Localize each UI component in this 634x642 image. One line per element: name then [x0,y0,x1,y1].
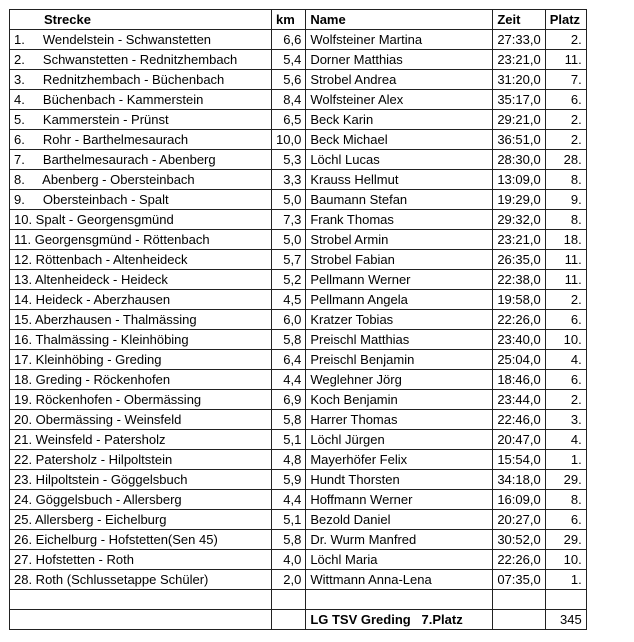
runner-name-cell: Mayerhöfer Felix [306,450,493,470]
distance-cell: 5,9 [272,470,306,490]
placement-cell: 11. [545,50,586,70]
table-row [10,350,587,370]
table-row [10,210,587,230]
table-row [10,530,587,550]
distance-cell: 6,0 [272,310,306,330]
placement-cell: 6. [545,310,586,330]
table-row [10,490,587,510]
runner-name-cell: Wittmann Anna-Lena [306,570,493,590]
stage-cell: 11. Georgensgmünd - Röttenbach [10,230,272,250]
header-km: km [272,10,306,30]
table-row [10,150,587,170]
runner-name-cell: Harrer Thomas [306,410,493,430]
stage-cell: 27. Hofstetten - Roth [10,550,272,570]
table-row [10,270,587,290]
header-row [10,10,587,30]
table-row [10,430,587,450]
table-row [10,290,587,310]
table-row [10,330,587,350]
distance-cell: 4,8 [272,450,306,470]
distance-cell: 4,4 [272,490,306,510]
runner-name-cell: Dr. Wurm Manfred [306,530,493,550]
time-cell: 18:46,0 [493,370,545,390]
distance-cell: 5,3 [272,150,306,170]
distance-cell: 5,6 [272,70,306,90]
stage-cell: 17. Kleinhöbing - Greding [10,350,272,370]
stage-cell: 2. Schwanstetten - Rednitzhembach [10,50,272,70]
stage-cell: 23. Hilpoltstein - Göggelsbuch [10,470,272,490]
blank-cell [493,590,545,610]
placement-cell: 2. [545,290,586,310]
table-row [10,90,587,110]
time-cell: 22:38,0 [493,270,545,290]
distance-cell: 6,5 [272,110,306,130]
time-cell: 29:32,0 [493,210,545,230]
distance-cell: 6,4 [272,350,306,370]
distance-cell: 7,3 [272,210,306,230]
distance-cell: 5,4 [272,50,306,70]
stage-cell: 18. Greding - Röckenhofen [10,370,272,390]
distance-cell: 6,9 [272,390,306,410]
runner-name-cell: Bezold Daniel [306,510,493,530]
table-row [10,550,587,570]
header-zeit: Zeit [493,10,545,30]
stage-cell: 8. Abenberg - Obersteinbach [10,170,272,190]
table-row [10,570,587,590]
time-cell: 27:33,0 [493,30,545,50]
runner-name-cell: Pellmann Werner [306,270,493,290]
placement-cell: 10. [545,550,586,570]
stage-cell: 13. Altenheideck - Heideck [10,270,272,290]
placement-cell: 3. [545,410,586,430]
placement-cell: 11. [545,250,586,270]
runner-name-cell: Preischl Benjamin [306,350,493,370]
placement-cell: 28. [545,150,586,170]
runner-name-cell: Strobel Andrea [306,70,493,90]
blank-cell [272,610,306,630]
table-row [10,70,587,90]
distance-cell: 6,6 [272,30,306,50]
runner-name-cell: Wolfsteiner Martina [306,30,493,50]
relay-results-table [9,9,587,630]
stage-cell: 25. Allersberg - Eichelburg [10,510,272,530]
placement-cell: 6. [545,510,586,530]
distance-cell: 5,2 [272,270,306,290]
time-cell: 15:54,0 [493,450,545,470]
table-row [10,450,587,470]
stage-cell: 4. Büchenbach - Kammerstein [10,90,272,110]
header-platz: Platz [545,10,586,30]
time-cell: 16:09,0 [493,490,545,510]
placement-cell: 9. [545,190,586,210]
distance-cell: 10,0 [272,130,306,150]
table-row [10,130,587,150]
time-cell: 23:40,0 [493,330,545,350]
blank-cell [493,610,545,630]
blank-cell [545,590,586,610]
placement-cell: 2. [545,30,586,50]
time-cell: 22:46,0 [493,410,545,430]
stage-cell: 16. Thalmässing - Kleinhöbing [10,330,272,350]
team-placement-label: LG TSV Greding 7.Platz [306,610,493,630]
runner-name-cell: Beck Michael [306,130,493,150]
stage-cell: 19. Röckenhofen - Obermässing [10,390,272,410]
time-cell: 23:44,0 [493,390,545,410]
stage-cell: 3. Rednitzhembach - Büchenbach [10,70,272,90]
time-cell: 25:04,0 [493,350,545,370]
runner-name-cell: Weglehner Jörg [306,370,493,390]
results-sheet [9,9,587,630]
distance-cell: 5,8 [272,410,306,430]
runner-name-cell: Strobel Fabian [306,250,493,270]
placement-cell: 2. [545,390,586,410]
placement-cell: 18. [545,230,586,250]
time-cell: 28:30,0 [493,150,545,170]
table-row [10,510,587,530]
placement-cell: 10. [545,330,586,350]
placement-cell: 29. [545,470,586,490]
stage-cell: 24. Göggelsbuch - Allersberg [10,490,272,510]
stage-cell: 6. Rohr - Barthelmesaurach [10,130,272,150]
placement-cell: 2. [545,130,586,150]
time-cell: 23:21,0 [493,230,545,250]
blank-cell [306,590,493,610]
runner-name-cell: Wolfsteiner Alex [306,90,493,110]
placement-cell: 29. [545,530,586,550]
time-cell: 19:29,0 [493,190,545,210]
distance-cell: 5,1 [272,510,306,530]
runner-name-cell: Preischl Matthias [306,330,493,350]
runner-name-cell: Hoffmann Werner [306,490,493,510]
runner-name-cell: Baumann Stefan [306,190,493,210]
distance-cell: 5,0 [272,190,306,210]
distance-cell: 5,8 [272,330,306,350]
time-cell: 13:09,0 [493,170,545,190]
distance-cell: 8,4 [272,90,306,110]
stage-cell: 21. Weinsfeld - Patersholz [10,430,272,450]
time-cell: 20:27,0 [493,510,545,530]
runner-name-cell: Beck Karin [306,110,493,130]
runner-name-cell: Krauss Hellmut [306,170,493,190]
blank-cell [272,590,306,610]
runner-name-cell: Strobel Armin [306,230,493,250]
placement-cell: 1. [545,570,586,590]
table-row [10,50,587,70]
time-cell: 35:17,0 [493,90,545,110]
table-row [10,310,587,330]
time-cell: 22:26,0 [493,310,545,330]
time-cell: 36:51,0 [493,130,545,150]
runner-name-cell: Kratzer Tobias [306,310,493,330]
stage-cell: 28. Roth (Schlussetappe Schüler) [10,570,272,590]
placement-cell: 8. [545,170,586,190]
time-cell: 20:47,0 [493,430,545,450]
time-cell: 30:52,0 [493,530,545,550]
placement-cell: 8. [545,210,586,230]
distance-cell: 5,0 [272,230,306,250]
stage-cell: 1. Wendelstein - Schwanstetten [10,30,272,50]
table-row [10,230,587,250]
stage-cell: 15. Aberzhausen - Thalmässing [10,310,272,330]
placement-cell: 2. [545,110,586,130]
table-row [10,370,587,390]
distance-cell: 5,7 [272,250,306,270]
distance-cell: 4,4 [272,370,306,390]
stage-cell: 20. Obermässing - Weinsfeld [10,410,272,430]
stage-cell: 26. Eichelburg - Hofstetten(Sen 45) [10,530,272,550]
stage-cell: 7. Barthelmesaurach - Abenberg [10,150,272,170]
stage-cell: 12. Röttenbach - Altenheideck [10,250,272,270]
placement-cell: 8. [545,490,586,510]
distance-cell: 2,0 [272,570,306,590]
header-name: Name [306,10,493,30]
placement-cell: 4. [545,350,586,370]
placement-cell: 7. [545,70,586,90]
time-cell: 19:58,0 [493,290,545,310]
placement-cell: 4. [545,430,586,450]
time-cell: 29:21,0 [493,110,545,130]
blank-cell [10,590,272,610]
time-cell: 22:26,0 [493,550,545,570]
header-strecke: Strecke [10,10,272,30]
runner-name-cell: Hundt Thorsten [306,470,493,490]
time-cell: 26:35,0 [493,250,545,270]
distance-cell: 4,0 [272,550,306,570]
runner-name-cell: Dorner Matthias [306,50,493,70]
placement-cell: 11. [545,270,586,290]
placement-cell: 6. [545,90,586,110]
runner-name-cell: Pellmann Angela [306,290,493,310]
table-row [10,390,587,410]
placement-cell: 1. [545,450,586,470]
stage-cell: 14. Heideck - Aberzhausen [10,290,272,310]
blank-row [10,590,587,610]
table-row [10,410,587,430]
runner-name-cell: Frank Thomas [306,210,493,230]
runner-name-cell: Koch Benjamin [306,390,493,410]
time-cell: 31:20,0 [493,70,545,90]
total-points: 345 [545,610,586,630]
stage-cell: 10. Spalt - Georgensgmünd [10,210,272,230]
distance-cell: 5,8 [272,530,306,550]
table-row [10,190,587,210]
time-cell: 23:21,0 [493,50,545,70]
stage-cell: 9. Obersteinbach - Spalt [10,190,272,210]
table-row [10,170,587,190]
runner-name-cell: Löchl Jürgen [306,430,493,450]
distance-cell: 3,3 [272,170,306,190]
time-cell: 34:18,0 [493,470,545,490]
table-row [10,110,587,130]
distance-cell: 4,5 [272,290,306,310]
placement-cell: 6. [545,370,586,390]
table-row [10,250,587,270]
blank-cell [10,610,272,630]
stage-cell: 22. Patersholz - Hilpoltstein [10,450,272,470]
table-row [10,30,587,50]
runner-name-cell: Löchl Lucas [306,150,493,170]
stage-cell: 5. Kammerstein - Prünst [10,110,272,130]
table-row [10,470,587,490]
runner-name-cell: Löchl Maria [306,550,493,570]
total-row [10,610,587,630]
time-cell: 07:35,0 [493,570,545,590]
distance-cell: 5,1 [272,430,306,450]
